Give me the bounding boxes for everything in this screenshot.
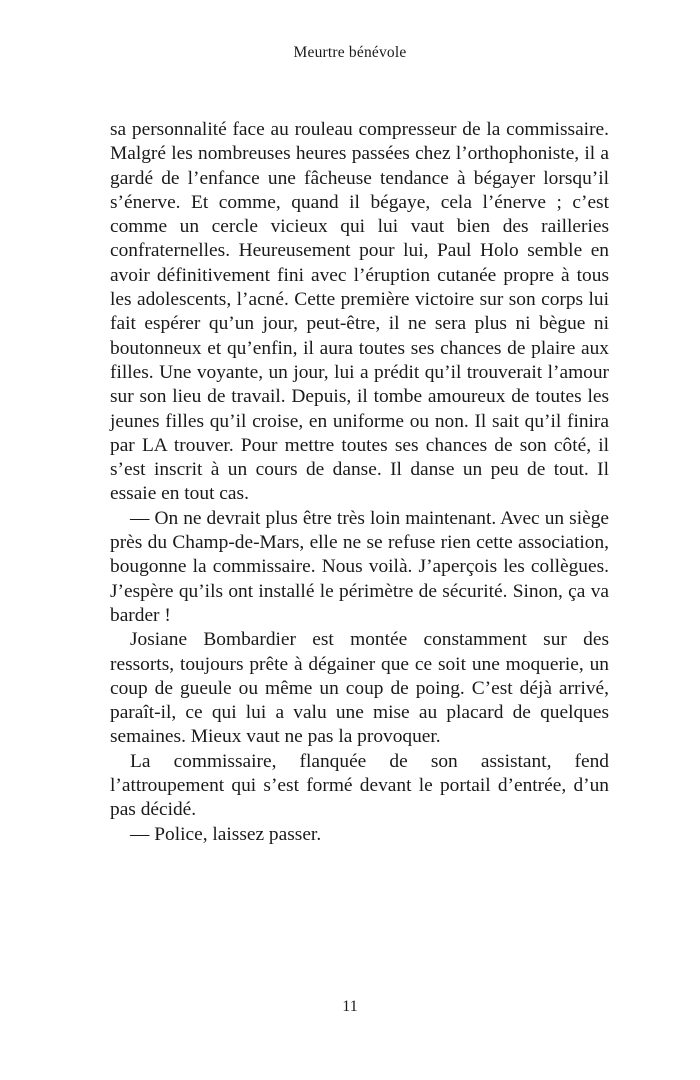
paragraph-5-dialogue: — Police, laissez passer.	[130, 823, 322, 845]
paragraph-3: Josiane Bombardier est montée constamment sur des ressorts, toujours prête à dégainer que ce soit une moquerie, un coup de gueule ou même un coup de poing. C’est déjà arrivé, paraît-il, ce qui lui a valu une mise au placard de quelques semaines. Mieux vaut ne pas la provoquer.	[110, 629, 609, 748]
page-number: 11	[342, 998, 358, 1015]
running-header-title: Meurtre bénévole	[293, 44, 407, 61]
paragraph-4: La commissaire, flanquée de son assistant, fend l’attroupement qui s’est formé devant le portail d’entrée, d’un pas décidé.	[110, 750, 609, 821]
paragraph-1: sa personnalité face au rouleau compresseur de la commissaire. Malgré les nombreuses heures passées chez l’orthophoniste, il a gardé de l’enfance une fâcheuse tendance à bégayer lorsqu’il s’énerve. Et comme, quand il bégaye, cela l’énerve ; c’est comme un cercle vicieux qui lui vaut bien des railleries confraternelles. Heureusement pour lui, Paul Holo semble en avoir définitivement fini avec l’éruption cutanée propre à tous les adolescents, l’acné. Cette première victoire sur son corps lui fait espérer qu’un jour, peut-être, il ne sera plus ni bègue ni boutonneux et qu’enfin, il aura toutes ses chances de plaire aux filles. Une voyante, un jour, lui a prédit qu’il trouverait l’amour sur son lieu de travail. Depuis, il tombe amoureux de toutes les jeunes filles qu’il croise, en uniforme ou non. Il sait qu’il finira par LA trouver. Pour mettre toutes ses chances de son côté, il s’est inscrit à un cours de danse. Il danse un peu de tout. Il essaie en tout cas.	[110, 119, 609, 505]
paragraph-2-dialogue: — On ne devrait plus être très loin maintenant. Avec un siège près du Champ-de-Mars, elle ne se refuse rien cette association, bougonne la commissaire. Nous voilà. J’aperçois les collègues. J’espère qu’ils ont installé le périmètre de sécurité. Sinon, ça va barder !	[110, 507, 609, 626]
body-text	[110, 118, 609, 847]
